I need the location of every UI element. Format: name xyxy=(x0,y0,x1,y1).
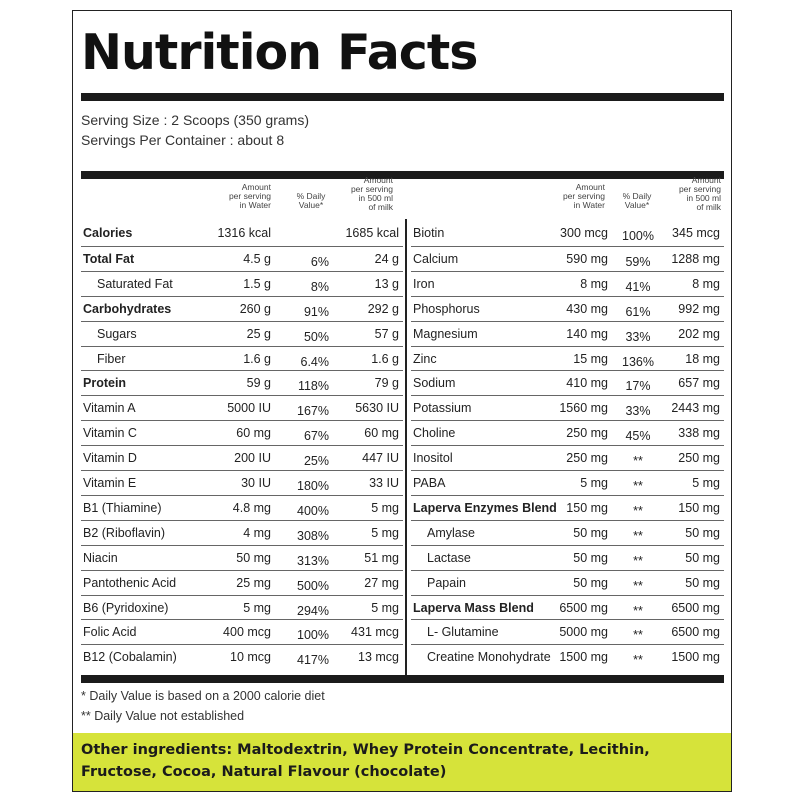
daily-value: 167% xyxy=(297,404,329,419)
amount-water: 200 IU xyxy=(234,451,271,466)
nutrient-row xyxy=(81,570,403,596)
amount-milk: 13 g xyxy=(374,276,399,291)
amount-milk: 2443 mg xyxy=(671,401,720,416)
nutrient-name: Inositol xyxy=(413,451,453,466)
nutrient-name: Vitamin D xyxy=(83,451,137,466)
label-title: Nutrition Facts xyxy=(81,24,478,81)
amount-water: 1560 mg xyxy=(559,401,608,416)
amount-water: 1500 mg xyxy=(559,650,608,665)
amount-milk: 1500 mg xyxy=(671,650,720,665)
nutrient-row xyxy=(411,321,724,347)
amount-milk: 6500 mg xyxy=(671,625,720,640)
nutrient-name: Calcium xyxy=(413,251,459,266)
nutrient-name: Calories xyxy=(83,226,133,240)
nutrient-name: Laperva Enzymes Blend xyxy=(413,500,557,515)
nutrient-name: Saturated Fat xyxy=(97,276,173,291)
daily-value: 33% xyxy=(625,329,651,344)
amount-milk: 250 mg xyxy=(678,451,720,466)
amount-milk: 1685 kcal xyxy=(345,226,399,240)
amount-water: 4 mg xyxy=(243,525,271,540)
header-line: Amount xyxy=(241,182,271,192)
nutrient-row xyxy=(81,321,403,347)
amount-water: 8 mg xyxy=(580,276,608,291)
amount-water: 25 mg xyxy=(236,575,271,590)
daily-value: 100% xyxy=(622,229,654,243)
nutrient-name: B12 (Cobalamin) xyxy=(83,650,177,665)
nutrient-row xyxy=(81,619,403,645)
daily-value: 500% xyxy=(297,578,329,593)
daily-value: ** xyxy=(633,503,643,518)
amount-milk: 657 mg xyxy=(678,376,720,391)
amount-milk: 18 mg xyxy=(685,351,720,366)
nutrient-row xyxy=(81,221,403,246)
nutrient-name: Lactase xyxy=(427,550,471,565)
amount-water: 590 mg xyxy=(566,251,608,266)
header-line: Value* xyxy=(298,200,324,210)
amount-milk: 202 mg xyxy=(678,326,720,341)
amount-water: 1316 kcal xyxy=(217,226,271,240)
nutrient-row xyxy=(411,296,724,322)
nutrient-name: Carbohydrates xyxy=(83,301,172,316)
nutrient-row xyxy=(411,520,724,546)
daily-value: 8% xyxy=(310,279,329,294)
nutrient-row xyxy=(81,296,403,322)
amount-water: 410 mg xyxy=(566,376,608,391)
nutrient-name: L- Glutamine xyxy=(427,625,499,640)
nutrient-row xyxy=(411,395,724,421)
daily-value: ** xyxy=(633,528,643,543)
header-line: in 500 ml xyxy=(686,193,721,203)
nutrient-name: Phosphorus xyxy=(413,301,480,316)
header-line: per serving xyxy=(562,191,605,201)
header-line: Amount xyxy=(363,175,393,185)
daily-value: 313% xyxy=(297,553,329,568)
nutrient-name: Papain xyxy=(427,575,466,590)
header-line: % Daily xyxy=(622,191,652,201)
divider-bar xyxy=(81,93,724,101)
nutrient-row xyxy=(411,346,724,372)
amount-water: 25 g xyxy=(246,326,271,341)
nutrient-name: Sugars xyxy=(97,326,137,341)
nutrient-row xyxy=(81,271,403,297)
amount-water: 260 g xyxy=(239,301,271,316)
footnote-daily-value: * Daily Value is based on a 2000 calorie diet xyxy=(81,689,325,703)
nutrient-name: Total Fat xyxy=(83,251,135,266)
amount-milk: 27 mg xyxy=(364,575,399,590)
header-milk xyxy=(341,176,393,212)
header-line: Amount xyxy=(691,175,721,185)
nutrient-name: Sodium xyxy=(413,376,456,391)
header-line: Amount xyxy=(575,182,605,192)
header-line: of milk xyxy=(368,202,393,212)
nutrient-row xyxy=(411,495,724,521)
amount-water: 1.6 g xyxy=(243,351,271,366)
amount-water: 400 mcg xyxy=(223,625,271,640)
divider-bar xyxy=(81,171,724,179)
nutrient-row xyxy=(411,470,724,496)
amount-milk: 6500 mg xyxy=(671,600,720,615)
daily-value: 45% xyxy=(625,429,651,444)
nutrient-name: Pantothenic Acid xyxy=(83,575,177,590)
amount-water: 150 mg xyxy=(566,500,608,515)
amount-milk: 992 mg xyxy=(678,301,720,316)
other-ingredients: Other ingredients: Maltodextrin, Whey Protein Concentrate, Lecithin, Fructose, Cocoa, Natural Flavour (chocolate) xyxy=(73,733,731,791)
nutrient-name: Folic Acid xyxy=(83,625,137,640)
header-line: % Daily xyxy=(296,191,326,201)
nutrient-row xyxy=(411,570,724,596)
daily-value: ** xyxy=(633,454,643,469)
nutrient-row xyxy=(81,470,403,496)
column-divider xyxy=(405,219,407,675)
header-water-right xyxy=(557,183,605,210)
nutrient-row xyxy=(81,545,403,571)
daily-value: 400% xyxy=(297,503,329,518)
nutrient-name: Amylase xyxy=(427,525,475,540)
nutrient-name: B6 (Pyridoxine) xyxy=(83,600,169,615)
header-line: in 500 ml xyxy=(358,193,393,203)
amount-water: 60 mg xyxy=(236,426,271,441)
daily-value: 61% xyxy=(625,304,651,319)
daily-value: 6.4% xyxy=(300,354,329,369)
header-line: in Water xyxy=(573,200,605,210)
amount-water: 10 mcg xyxy=(230,650,271,665)
amount-milk: 292 g xyxy=(367,301,399,316)
amount-milk: 50 mg xyxy=(685,525,720,540)
nutrient-name: Vitamin A xyxy=(83,401,136,416)
daily-value: 417% xyxy=(297,653,329,668)
daily-value: 100% xyxy=(297,628,329,643)
amount-milk: 1.6 g xyxy=(371,351,399,366)
nutrient-name: Creatine Monohydrate xyxy=(427,650,551,665)
amount-water: 250 mg xyxy=(566,426,608,441)
amount-water: 140 mg xyxy=(566,326,608,341)
daily-value: 308% xyxy=(297,528,329,543)
daily-value: 17% xyxy=(625,379,651,394)
header-line: per serving xyxy=(350,184,393,194)
nutrient-name: Fiber xyxy=(97,351,126,366)
nutrient-name: Protein xyxy=(83,376,127,391)
nutrient-row xyxy=(411,595,724,621)
daily-value: 294% xyxy=(297,603,329,618)
nutrient-row xyxy=(411,445,724,471)
amount-milk: 345 mcg xyxy=(672,226,720,240)
daily-value: 118% xyxy=(297,379,329,394)
nutrient-row xyxy=(81,395,403,421)
nutrient-row xyxy=(81,595,403,621)
nutrient-name: Choline xyxy=(413,426,456,441)
amount-milk: 1288 mg xyxy=(671,251,720,266)
amount-water: 59 g xyxy=(246,376,271,391)
daily-value: 91% xyxy=(303,304,329,319)
amount-milk: 5 mg xyxy=(371,600,399,615)
nutrient-row xyxy=(81,445,403,471)
nutrient-row xyxy=(81,370,403,396)
amount-milk: 431 mcg xyxy=(351,625,399,640)
nutrient-row xyxy=(411,221,724,246)
daily-value: 25% xyxy=(303,454,329,469)
amount-water: 1.5 g xyxy=(243,276,271,291)
nutrient-name: B2 (Riboflavin) xyxy=(83,525,165,540)
header-dv xyxy=(291,192,331,210)
nutrient-row xyxy=(81,520,403,546)
nutrient-row xyxy=(411,420,724,446)
amount-water: 5 mg xyxy=(243,600,271,615)
amount-milk: 60 mg xyxy=(364,426,399,441)
nutrient-row xyxy=(411,246,724,272)
amount-water: 5000 IU xyxy=(227,401,271,416)
amount-milk: 5 mg xyxy=(371,500,399,515)
amount-milk: 50 mg xyxy=(685,575,720,590)
header-water xyxy=(223,183,271,210)
daily-value: ** xyxy=(633,553,643,568)
nutrient-row xyxy=(411,545,724,571)
amount-water: 30 IU xyxy=(241,476,271,490)
daily-value: 136% xyxy=(622,354,654,369)
nutrient-name: Iron xyxy=(413,276,435,291)
daily-value: ** xyxy=(633,479,643,493)
daily-value: 59% xyxy=(625,254,651,269)
amount-water: 4.8 mg xyxy=(232,500,271,515)
footnote-not-established: ** Daily Value not established xyxy=(81,709,245,723)
daily-value: 33% xyxy=(625,404,651,419)
nutrient-row xyxy=(411,619,724,645)
amount-water: 5000 mg xyxy=(559,625,608,640)
header-line: per serving xyxy=(678,184,721,194)
amount-milk: 447 IU xyxy=(362,451,399,466)
daily-value: 67% xyxy=(303,429,329,444)
nutrient-name: Vitamin E xyxy=(83,476,137,490)
amount-water: 15 mg xyxy=(573,351,608,366)
nutrient-name: Magnesium xyxy=(413,326,478,341)
amount-milk: 5 mg xyxy=(371,525,399,540)
amount-milk: 150 mg xyxy=(678,500,720,515)
amount-milk: 50 mg xyxy=(685,550,720,565)
daily-value: ** xyxy=(633,603,643,618)
amount-milk: 5630 IU xyxy=(355,401,399,416)
header-line: Value* xyxy=(624,200,650,210)
amount-water: 4.5 g xyxy=(243,251,271,266)
amount-water: 250 mg xyxy=(566,451,608,466)
amount-milk: 13 mcg xyxy=(358,650,399,665)
header-line: of milk xyxy=(696,202,721,212)
nutrient-name: PABA xyxy=(413,476,446,490)
servings-per-container: Servings Per Container : about 8 xyxy=(81,132,285,148)
amount-milk: 33 IU xyxy=(369,476,399,490)
serving-size: Serving Size : 2 Scoops (350 grams) xyxy=(81,112,309,128)
daily-value: 41% xyxy=(625,279,651,294)
header-line: in Water xyxy=(239,200,271,210)
nutrient-name: Potassium xyxy=(413,401,472,416)
daily-value: ** xyxy=(633,578,643,593)
divider-bar xyxy=(81,675,724,683)
daily-value: ** xyxy=(633,628,643,643)
header-dv-right xyxy=(617,192,657,210)
nutrient-row xyxy=(81,495,403,521)
amount-water: 5 mg xyxy=(580,476,608,490)
nutrient-name: Biotin xyxy=(413,226,445,240)
amount-water: 300 mcg xyxy=(560,226,608,240)
daily-value: 180% xyxy=(297,479,329,493)
amount-milk: 24 g xyxy=(374,251,399,266)
amount-water: 6500 mg xyxy=(559,600,608,615)
nutrient-row xyxy=(81,246,403,272)
nutrient-name: B1 (Thiamine) xyxy=(83,500,162,515)
amount-water: 50 mg xyxy=(573,550,608,565)
amount-milk: 338 mg xyxy=(678,426,720,441)
nutrient-row xyxy=(411,271,724,297)
nutrient-name: Zinc xyxy=(413,351,437,366)
amount-water: 50 mg xyxy=(236,550,271,565)
nutrient-name: Vitamin C xyxy=(83,426,137,441)
nutrient-row xyxy=(81,346,403,372)
nutrient-row xyxy=(411,644,724,670)
amount-milk: 8 mg xyxy=(692,276,720,291)
amount-water: 430 mg xyxy=(566,301,608,316)
daily-value: 50% xyxy=(303,329,329,344)
header-line: per serving xyxy=(228,191,271,201)
nutrition-label xyxy=(72,10,732,792)
amount-milk: 57 g xyxy=(374,326,399,341)
nutrient-row xyxy=(81,644,403,670)
daily-value: ** xyxy=(633,653,643,668)
nutrient-row xyxy=(411,370,724,396)
amount-water: 50 mg xyxy=(573,575,608,590)
nutrient-name: Laperva Mass Blend xyxy=(413,600,534,615)
header-milk-right xyxy=(669,176,721,212)
amount-milk: 51 mg xyxy=(364,550,399,565)
amount-water: 50 mg xyxy=(573,525,608,540)
amount-milk: 79 g xyxy=(374,376,399,391)
amount-milk: 5 mg xyxy=(692,476,720,490)
daily-value: 6% xyxy=(310,254,329,269)
nutrient-row xyxy=(81,420,403,446)
nutrient-name: Niacin xyxy=(83,550,118,565)
